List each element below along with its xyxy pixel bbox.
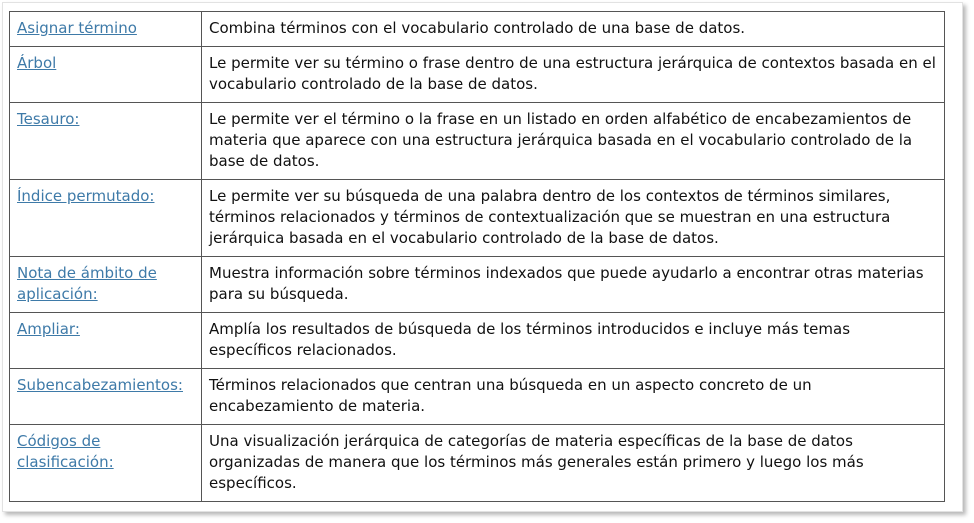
description-text: Amplía los resultados de búsqueda de los términos introducidos e incluye más temas específicos relacionados. [209, 320, 851, 359]
table-row [10, 12, 945, 47]
table-row [10, 369, 945, 425]
description-cell [202, 313, 945, 369]
description-text: Muestra información sobre términos indexados que puede ayudarlo a encontrar otras materias para su búsqueda. [209, 264, 924, 303]
description-cell [202, 257, 945, 313]
table-row [10, 47, 945, 103]
term-link-arbol[interactable]: Árbol [17, 54, 57, 72]
term-link-tesauro[interactable]: Tesauro: [17, 110, 80, 128]
description-text: Combina términos con el vocabulario controlado de una base de datos. [209, 19, 746, 37]
term-link-asignar-termino[interactable]: Asignar término [17, 19, 137, 37]
table-row [10, 180, 945, 257]
description-text: Términos relacionados que centran una búsqueda en un aspecto concreto de un encabezamiento de materia. [209, 376, 812, 415]
term-link-nota-de-ambito[interactable]: Nota de ámbito de aplicación: [17, 264, 157, 303]
description-text: Una visualización jerárquica de categorías de materia específicas de la base de datos organizadas de manera que los términos más generales están primero y luego los más específicos. [209, 432, 864, 492]
table-row [10, 313, 945, 369]
term-cell [10, 180, 202, 257]
description-text: Le permite ver su término o frase dentro de una estructura jerárquica de contextos basada en el vocabulario controlado de la base de datos. [209, 54, 936, 93]
term-cell [10, 313, 202, 369]
description-cell [202, 47, 945, 103]
description-cell [202, 425, 945, 502]
term-cell [10, 257, 202, 313]
table-row [10, 257, 945, 313]
term-cell [10, 47, 202, 103]
term-link-codigos-de-clasificacion[interactable]: Códigos de clasificación: [17, 432, 114, 471]
table-row [10, 103, 945, 180]
term-cell [10, 103, 202, 180]
term-link-indice-permutado[interactable]: Índice permutado: [17, 187, 155, 205]
description-cell [202, 180, 945, 257]
description-cell [202, 369, 945, 425]
term-cell [10, 12, 202, 47]
term-link-ampliar[interactable]: Ampliar: [17, 320, 80, 338]
description-cell [202, 12, 945, 47]
term-link-subencabezamientos[interactable]: Subencabezamientos: [17, 376, 183, 394]
page-frame [2, 2, 963, 512]
glossary-table [9, 11, 945, 502]
table-row [10, 425, 945, 502]
description-text: Le permite ver su búsqueda de una palabra dentro de los contextos de términos similares, términos relacionados y términos de contextualización que se muestran en una estructura jerárquica basada en el vocabulario controlado de la base de datos. [209, 187, 891, 247]
term-cell [10, 369, 202, 425]
description-cell [202, 103, 945, 180]
description-text: Le permite ver el término o la frase en un listado en orden alfabético de encabezamientos de materia que aparece con una estructura jerárquica basada en el vocabulario controlado de la base de datos. [209, 110, 913, 170]
term-cell [10, 425, 202, 502]
